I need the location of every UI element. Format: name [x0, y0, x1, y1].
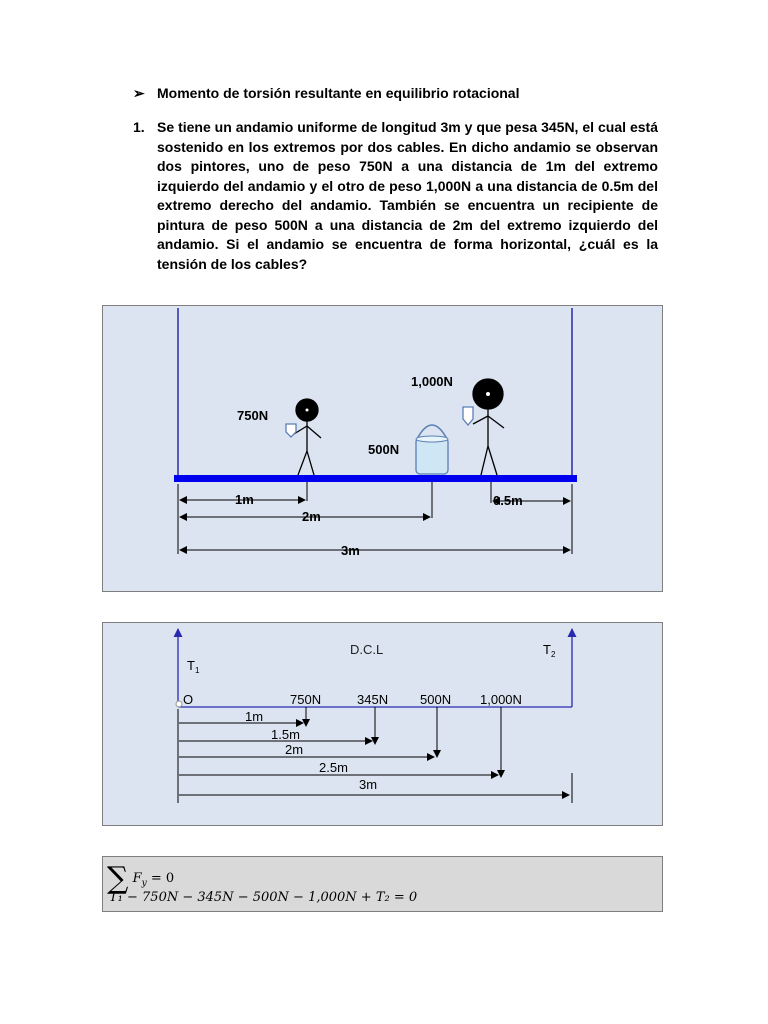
dist-2m-label: 2m	[285, 742, 304, 757]
paint-bucket-icon	[416, 425, 448, 474]
dim-3m-label: 3m	[341, 543, 360, 558]
dim-2m-label: 2m	[302, 509, 321, 524]
origin-point	[176, 701, 182, 707]
t2-label: $T_2$	[543, 642, 556, 659]
force-label-500n: 500N	[420, 692, 452, 707]
equations-box	[102, 856, 663, 912]
section-heading	[133, 85, 519, 102]
force-subscript: y	[141, 878, 147, 889]
section-heading-text: Momento de torsión resultante en equilibrio rotacional	[157, 85, 520, 101]
force-label-345n: 345N	[357, 692, 389, 707]
painter-left-icon	[286, 399, 321, 475]
scaffold-diagram	[103, 306, 662, 591]
scaffold-figure	[102, 305, 663, 592]
bucket-weight-label: 500N	[368, 442, 400, 457]
force-symbol: F	[132, 871, 142, 886]
free-body-diagram	[102, 622, 663, 826]
origin-label: O	[183, 692, 194, 707]
problem-number: 1.	[133, 119, 145, 135]
painter-right-icon	[463, 379, 504, 475]
dist-1m-label: 1m	[245, 709, 264, 724]
force-label-1000n: 1,000N	[480, 692, 522, 707]
bullet-arrow-icon: ➢	[133, 85, 145, 101]
painter-right-weight-label: 1,000N	[411, 374, 453, 389]
problem-statement	[133, 118, 658, 274]
dist-15m-label: 1.5m	[271, 727, 300, 742]
painter-left-weight-label: 750N	[237, 408, 269, 423]
sigma-symbol: ∑	[107, 861, 129, 896]
scaffold-beam	[174, 475, 577, 482]
force-label-750n: 750N	[290, 692, 322, 707]
dist-3m-label: 3m	[359, 777, 378, 792]
equation-rhs: = 0	[146, 871, 175, 886]
fbd-title: D.C.L	[350, 642, 384, 657]
dim-05m-label: 0.5m	[493, 493, 523, 508]
tension-equation: T₁ − 750N − 345N − 500N − 1,000N + T₂ = 0	[109, 890, 418, 905]
dim-1m-label: 1m	[235, 492, 254, 507]
dist-25m-label: 2.5m	[319, 760, 348, 775]
t1-label: $T_1$	[187, 658, 200, 675]
fbd-diagram	[103, 623, 662, 825]
problem-text: Se tiene un andamio uniforme de longitud 3m y que pesa 345N, el cual está sostenido en los extremos por dos cables. En dicho andamio se observan dos pintores, uno de peso 750N a una distancia de 1m del extremo izquierdo del andamio y el otro de peso 1,000N a una distancia de 0.5m del extremo derecho del andamio. También se encuentra un recipiente de pintura de peso 500N a una distancia de 2m del extremo izquierdo del andamio. Si el andamio se encuentra de forma horizontal, ¿cuál es la tensión de los cables?	[157, 119, 658, 272]
